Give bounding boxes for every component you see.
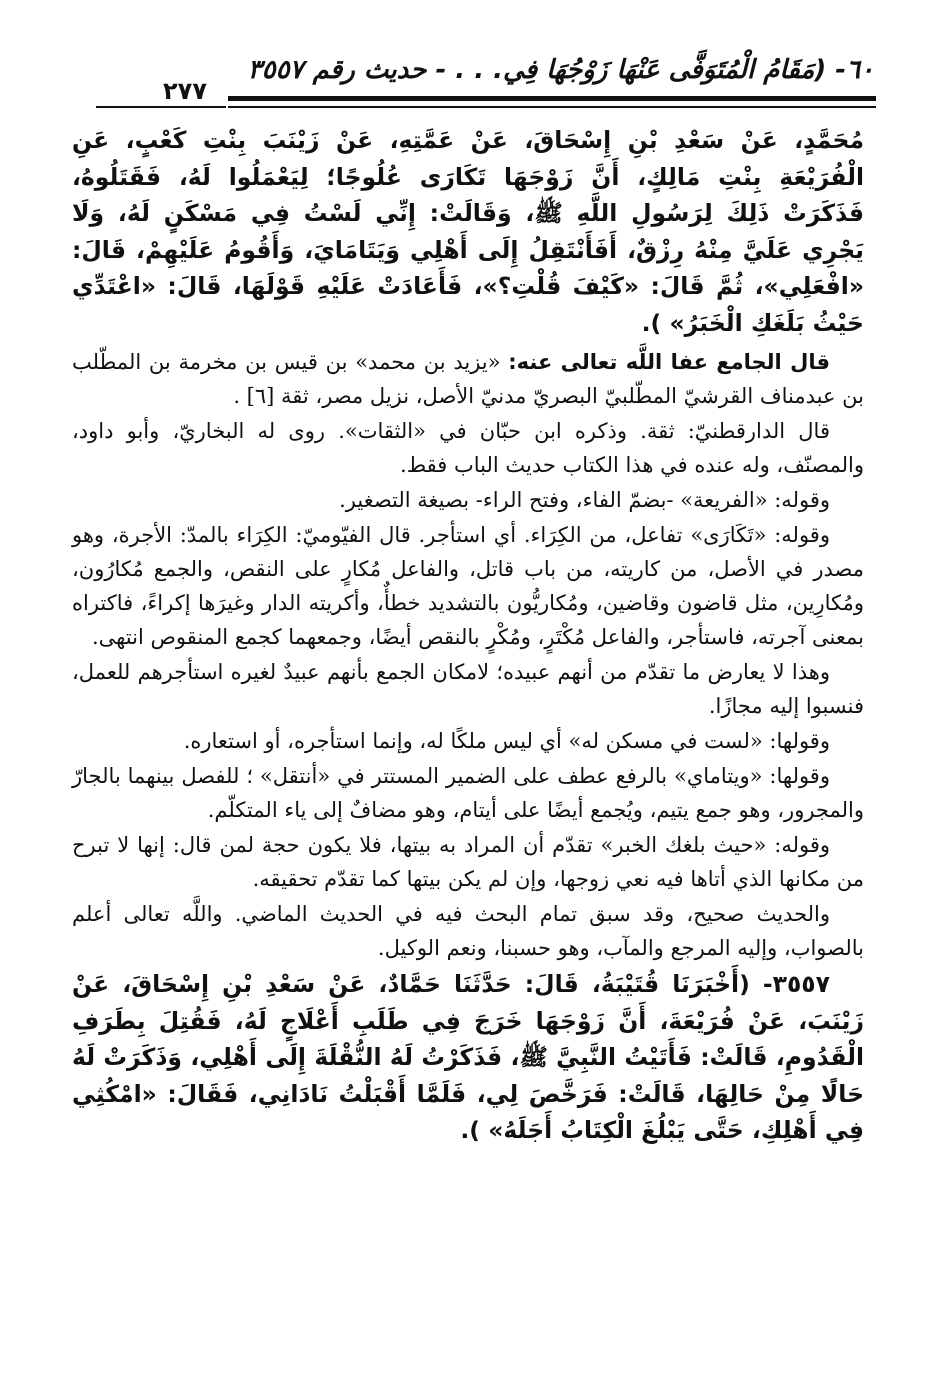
commentary-paragraph: والحديث صحيح، وقد سبق تمام البحث فيه في الحديث الماضي. واللَّه تعالى أعلم بالصواب، وإليه المرجع والمآب، وهو حسبنا، ونعم الوكيل. <box>72 902 864 960</box>
running-title: ٦٠- (مَقَامُ الْمُتَوَفَّى عَنْهَا زَوْجُهَا فِي. . . - حديث رقم ٣٥٥٧ <box>247 55 874 85</box>
commentary-paragraph: قال الدارقطنيّ: ثقة. وذكره ابن حبّان في «الثقات». روى له البخاريّ، وأبو داود، والمصنّف، وله عنده في هذا الكتاب حديث الباب فقط. <box>72 419 864 477</box>
commentary-paragraph: وقولها: «ويتاماي» بالرفع عطف على الضمير المستتر في «أنتقل» ؛ للفصل بينهما بالجارّ والمجرور، وهو جمع يتيم، ويُجمع أيضًا على أيتام، وهو مضافٌ إلى ياء المتكلّم. <box>72 764 864 822</box>
hadith-text-top: مُحَمَّدٍ، عَنْ سَعْدِ بْنِ إِسْحَاقَ، عَنْ عَمَّتِهِ، عَنْ زَيْنَبَ بِنْتِ كَعْبٍ، عَنِ الْفُرَيْعَةِ بِنْتِ مَالِكٍ، أَنَّ زَوْجَهَا تَكَارَى عُلُوجًا؛ لِيَعْمَلُوا لَهُ، فَقَتَلُوهُ، فَذَكَرَتْ ذَلِكَ لِرَسُولِ اللَّهِ ﷺ، وَقَالَتْ: إِنِّي لَسْتُ فِي مَسْكَنٍ لَهُ، وَلَا يَجْرِي عَلَيَّ مِنْهُ رِزْقٌ، أَفَأَنْتَقِلُ إِلَى أَهْلِي وَيَتَامَايَ، وَأَقُومُ عَلَيْهِمْ، قَالَ: «افْعَلِي»، ثُمَّ قَالَ: «كَيْفَ قُلْتِ؟»، فَأَعَادَتْ عَلَيْهِ قَوْلَهَا، قَالَ: «اعْتَدِّي حَيْثُ بَلَغَكِ الْخَبَرُ» ). <box>72 126 864 337</box>
page-body <box>72 122 864 1153</box>
page-number: ٢٧٧ <box>163 77 207 105</box>
commentary-paragraph: وهذا لا يعارض ما تقدّم من أنهم عبيده؛ لامكان الجمع بأنهم عبيدٌ لغيره استأجرهم للعمل، فنسبوا إليه مجازًا. <box>72 660 864 718</box>
header-rule-thick <box>228 96 876 101</box>
commentary-paragraph: وقولها: «لست في مسكن له» أي ليس ملكًا له، وإنما استأجره، أو استعاره. <box>183 729 830 753</box>
commentary-paragraph <box>72 345 864 413</box>
header-rule-thin <box>228 106 876 108</box>
header-rule-left <box>96 106 226 108</box>
commentary-lead: قال الجامع عفا اللَّه تعالى عنه: <box>508 350 830 374</box>
hadith-3557: ٣٥٥٧- (أَخْبَرَنَا قُتَيْبَةُ، قَالَ: حَدَّثَنَا حَمَّادٌ، عَنْ سَعْدِ بْنِ إِسْحَاقَ، عَنْ زَيْنَبَ، عَنْ فُرَيْعَةَ، أَنَّ زَوْجَهَا خَرَجَ فِي طَلَبِ أَعْلَاجٍ لَهُ، فَقُتِلَ بِطَرَفِ الْقَدُومِ، قَالَتْ: فَأَتَيْتُ النَّبِيَّ ﷺ، فَذَكَرْتُ لَهُ النُّقْلَةَ إِلَى أَهْلِي، وَذَكَرَتْ لَهُ حَالًا مِنْ حَالِهَا، قَالَتْ: فَرَخَّصَ لِي، فَلَمَّا أَقْبَلْتُ نَادَانِي، فَقَالَ: «امْكُثِي فِي أَهْلِكِ، حَتَّى يَبْلُغَ الْكِتَابُ أَجَلَهُ» ). <box>72 970 864 1144</box>
commentary-text: «يزيد بن محمد» بن قيس بن مخرمة بن المطّلب بن عبدمناف القرشيّ المطّلبيّ البصريّ مدنيّ الأصل، نزيل مصر، ثقة [٦] . <box>72 350 864 408</box>
commentary-paragraph: وقوله: «تَكَارَى» تفاعل، من الكِرَاء. أي استأجر. قال الفيّوميّ: الكِرَاء بالمدّ: الأجرة، وهو مصدر في الأصل، من كاريته، من باب قاتل، والفاعل مُكارٍ على النقص، والجمع مُكارُون، ومُكارِين، مثل قاضون وقاضين، ومُكاريُّون بالتشديد خطأٌ، وأكريته الدار وغيرَها إكراءً، فاكتراه بمعنى آجرته، فاستأجر، والفاعل مُكْتَرٍ، ومُكْرٍ بالنقص أيضًا، وجمعهما كجمع المنقوص انتهى. <box>72 523 864 649</box>
commentary-paragraph: وقوله: «حيث بلغك الخبر» تقدّم أن المراد به بيتها، فلا يكون حجة لمن قال: إنها لا تبرح من مكانها الذي أتاها فيه نعي زوجها، وإن لم يكن بيتها كما تقدّم تحقيقه. <box>72 833 864 891</box>
commentary-paragraph: وقوله: «الفريعة» -بضمّ الفاء، وفتح الراء- بصيغة التصغير. <box>339 488 830 512</box>
